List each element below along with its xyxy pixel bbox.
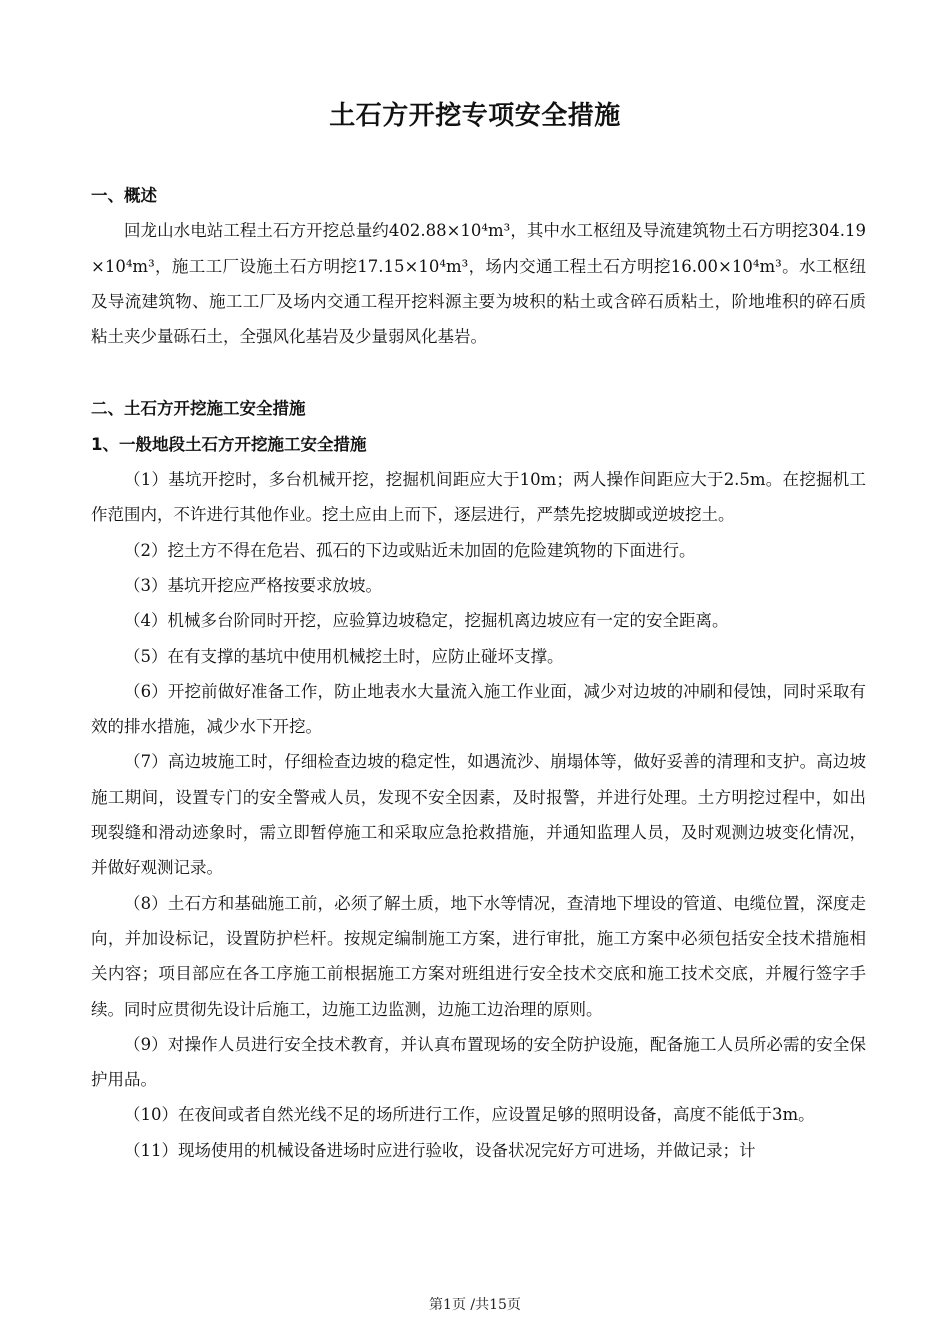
measure-item-3: （3）基坑开挖应严格按要求放坡。	[124, 575, 382, 595]
section-heading-overview: 一、概述	[91, 186, 157, 205]
overview-paragraph: 回龙山水电站工程土石方开挖总量约402.88×10⁴m³，其中水工枢纽及导流建筑物土石方明挖304.19×10⁴m³，施工工厂设施土石方明挖17.15×10⁴m³，场内交通工程土石方明挖16.00×10⁴m³。水工枢纽及导流建筑物、施工工厂及场内交通工程开挖料源主要为坡积的粘土或含碎石质粘土，阶地堆积的碎石质粘土夹少量砾石土，全强风化基岩及少量弱风化基岩。	[91, 221, 866, 347]
measure-item-9: （9）对操作人员进行安全技术教育，并认真布置现场的安全防护设施，配备施工人员所必需的安全保护用品。	[91, 1034, 866, 1090]
measure-item-10: （10）在夜间或者自然光线不足的场所进行工作，应设置足够的照明设备，高度不能低于3m。	[124, 1105, 815, 1125]
measure-item-11: （11）现场使用的机械设备进场时应进行验收，设备状况完好方可进场，并做记录；计	[124, 1140, 756, 1160]
subsection-heading-general: 1、一般地段土石方开挖施工安全措施	[91, 434, 367, 454]
measure-item-4: （4）机械多台阶同时开挖，应验算边坡稳定，挖掘机离边坡应有一定的安全距离。	[124, 611, 729, 631]
measure-item-6: （6）开挖前做好准备工作，防止地表水大量流入施工作业面，减少对边坡的冲刷和侵蚀，同时采取有效的排水措施，减少水下开挖。	[91, 681, 866, 737]
section-heading-safety-measures: 二、土石方开挖施工安全措施	[91, 399, 306, 419]
page-number-footer: 第1页 /共15页	[429, 1297, 521, 1313]
document-body	[91, 178, 866, 1168]
section-spacer	[91, 354, 866, 391]
measure-item-5: （5）在有支撑的基坑中使用机械挖土时，应防止碰坏支撑。	[124, 646, 564, 666]
measure-item-7: （7）高边坡施工时，仔细检查边坡的稳定性，如遇流沙、崩塌体等，做好妥善的清理和支护。高边坡施工期间，设置专门的安全警戒人员，发现不安全因素，及时报警，并进行处理。土方明挖过程中，如出现裂缝和滑动迹象时，需立即暂停施工和采取应急抢救措施，并通知监理人员，及时观测边坡变化情况，并做好观测记录。	[91, 752, 866, 878]
document-title: 土石方开挖专项安全措施	[329, 101, 621, 131]
measure-item-8: （8）土石方和基础施工前，必须了解土质，地下水等情况，查清地下埋设的管道、电缆位置，深度走向，并加设标记，设置防护栏杆。按规定编制施工方案，进行审批，施工方案中必须包括安全技术措施相关内容；项目部应在各工序施工前根据施工方案对班组进行安全技术交底和施工技术交底，并履行签字手续。同时应贯彻先设计后施工，边施工边监测，边施工边治理的原则。	[91, 893, 866, 1019]
measure-item-2: （2）挖土方不得在危岩、孤石的下边或贴近未加固的危险建筑物的下面进行。	[124, 540, 696, 560]
measure-item-1: （1）基坑开挖时，多台机械开挖，挖掘机间距应大于10m；两人操作间距应大于2.5m。在挖掘机工作范围内，不许进行其他作业。挖土应由上而下，逐层进行，严禁先挖坡脚或逆坡挖土。	[91, 470, 866, 525]
